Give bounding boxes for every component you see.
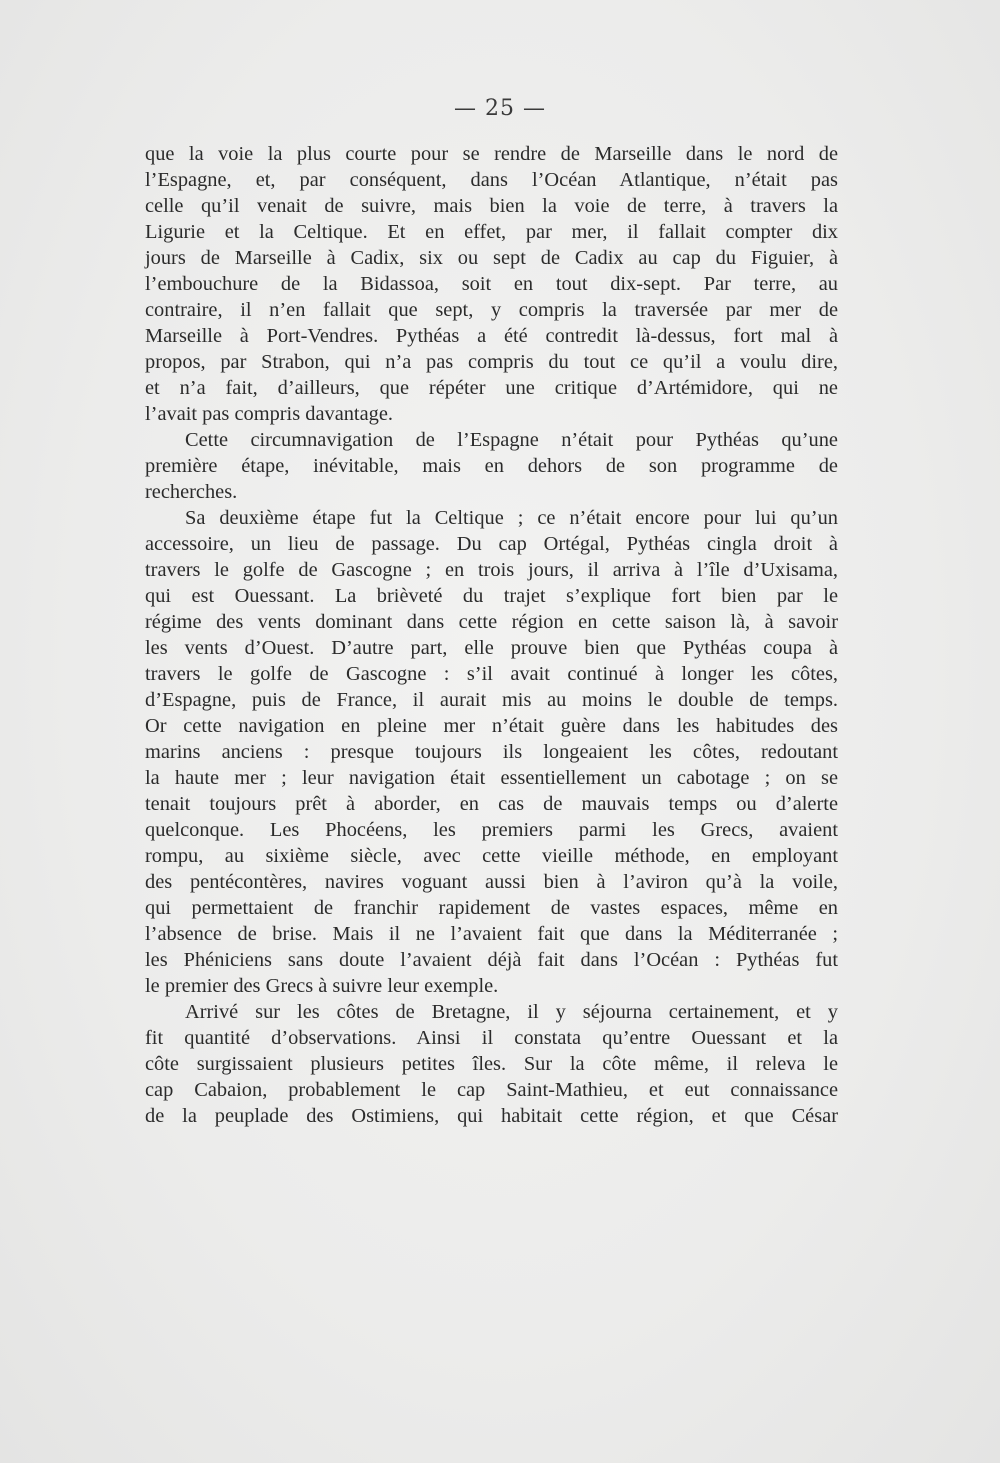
text-line: d’Espagne, puis de France, il aurait mis au moins le double de temps. — [145, 689, 838, 711]
text-line: Arrivé sur les côtes de Bretagne, il y séjourna certainement, et y — [185, 1001, 838, 1023]
text-line: la haute mer ; leur navigation était essentiellement un cabotage ; on se — [145, 767, 838, 789]
text-line: l’avait pas compris davantage. — [145, 403, 393, 425]
text-line: Marseille à Port-Vendres. Pythéas a été contredit là-dessus, fort mal à — [145, 325, 838, 347]
text-line: Ligurie et la Celtique. Et en effet, par mer, il fallait compter dix — [145, 221, 838, 243]
text-line: celle qu’il venait de suivre, mais bien la voie de terre, à travers la — [145, 195, 838, 217]
text-line: le premier des Grecs à suivre leur exemple. — [145, 975, 499, 997]
text-line: Or cette navigation en pleine mer n’était guère dans les habitudes des — [145, 715, 838, 737]
text-line: et n’a fait, d’ailleurs, que répéter une critique d’Artémidore, qui ne — [145, 377, 838, 399]
text-line: propos, par Strabon, qui n’a pas compris du tout ce qu’il a voulu dire, — [145, 351, 838, 373]
text-line: les Phéniciens sans doute l’avaient déjà fait dans l’Océan : Pythéas fut — [145, 949, 838, 971]
text-line: l’absence de brise. Mais il ne l’avaient fait que dans la Méditerranée ; — [145, 923, 838, 945]
paragraph-2 — [145, 427, 838, 505]
page-number: — 25 — — [454, 96, 546, 121]
text-line: les vents d’Ouest. D’autre part, elle prouve bien que Pythéas coupa à — [145, 637, 838, 659]
text-line: marins anciens : presque toujours ils longeaient les côtes, redoutant — [145, 741, 838, 763]
text-line: des pentécontères, navires voguant aussi bien à l’aviron qu’à la voile, — [145, 871, 838, 893]
text-line: accessoire, un lieu de passage. Du cap Ortégal, Pythéas cingla droit à — [145, 533, 838, 555]
text-line: travers le golfe de Gascogne : s’il avait continué à longer les côtes, — [145, 663, 838, 685]
text-line: contraire, il n’en fallait que sept, y compris la traversée par mer de — [145, 299, 838, 321]
text-line: fit quantité d’observations. Ainsi il constata qu’entre Ouessant et la — [145, 1027, 838, 1049]
paragraph-1 — [145, 141, 838, 427]
text-line: recherches. — [145, 481, 238, 503]
text-line: tenait toujours prêt à aborder, en cas de mauvais temps ou d’alerte — [145, 793, 838, 815]
paragraph-3 — [145, 505, 838, 999]
text-line: qui permettaient de franchir rapidement de vastes espaces, même en — [145, 897, 838, 919]
paragraph-4 — [145, 999, 838, 1129]
text-line: que la voie la plus courte pour se rendre de Marseille dans le nord de — [145, 143, 838, 165]
text-line: l’Espagne, et, par conséquent, dans l’Océan Atlantique, n’était pas — [145, 169, 838, 191]
text-line: première étape, inévitable, mais en dehors de son programme de — [145, 455, 838, 477]
text-line: cap Cabaion, probablement le cap Saint-Mathieu, et eut connaissance — [145, 1079, 838, 1101]
text-line: Cette circumnavigation de l’Espagne n’était pour Pythéas qu’une — [185, 429, 838, 451]
text-line: jours de Marseille à Cadix, six ou sept de Cadix au cap du Figuier, à — [145, 247, 838, 269]
text-line: rompu, au sixième siècle, avec cette vieille méthode, en employant — [145, 845, 838, 867]
text-line: Sa deuxième étape fut la Celtique ; ce n’était encore pour lui qu’un — [185, 507, 838, 529]
text-line: régime des vents dominant dans cette région en cette saison là, à savoir — [145, 611, 838, 633]
text-line: travers le golfe de Gascogne ; en trois jours, il arriva à l’île d’Uxisama, — [145, 559, 838, 581]
text-line: de la peuplade des Ostimiens, qui habitait cette région, et que César — [145, 1105, 838, 1127]
text-line: l’embouchure de la Bidassoa, soit en tout dix-sept. Par terre, au — [145, 273, 838, 295]
text-line: qui est Ouessant. La brièveté du trajet s’explique fort bien par le — [145, 585, 838, 607]
text-line: quelconque. Les Phocéens, les premiers parmi les Grecs, avaient — [145, 819, 838, 841]
body-text — [145, 141, 838, 1129]
text-line: côte surgissaient plusieurs petites îles. Sur la côte même, il releva le — [145, 1053, 838, 1075]
